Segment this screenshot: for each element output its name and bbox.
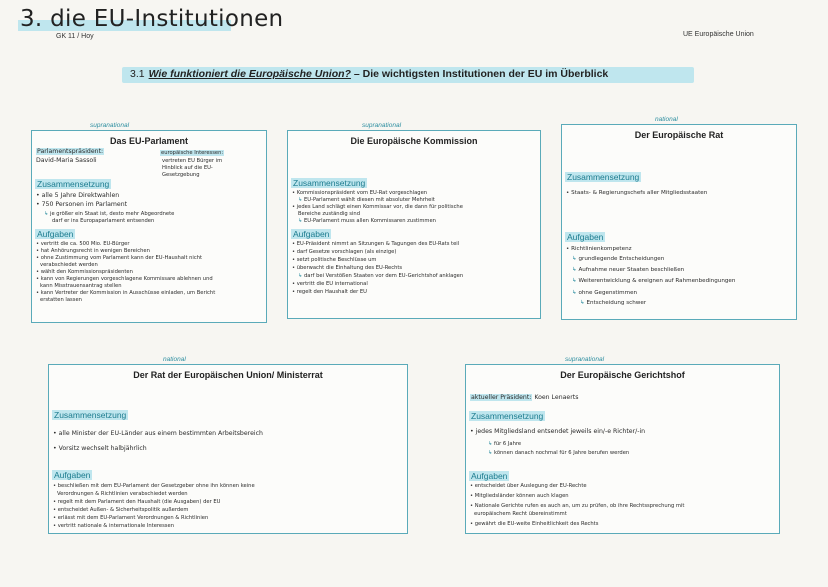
card-parlament bbox=[31, 130, 267, 323]
kommission-auf-3: • überwacht die Einhaltung des EU-Rechts bbox=[292, 265, 403, 271]
parlament-interests-2: Hinblick auf die EU- bbox=[162, 165, 213, 171]
kommission-auf-2: • setzt politische Beschlüsse um bbox=[292, 257, 377, 263]
gericht-auf-0: • entscheidet über Auslegung der EU-Rechte bbox=[470, 483, 587, 489]
heading-question: Wie funktioniert die Europäische Union? bbox=[148, 68, 351, 80]
kommission-auf-1: • darf Gesetze vorschlagen (als einzige) bbox=[292, 249, 397, 255]
ministerrat-auf-5: • vertritt nationale & internationale Interessen bbox=[53, 523, 174, 529]
parlament-interests-3: Gesetzgebung bbox=[162, 172, 200, 178]
rat-auf-2: ↳ Aufnahme neuer Staaten beschließen bbox=[572, 267, 685, 273]
kommission-title: Die Europäische Kommission bbox=[350, 136, 478, 146]
kommission-zus-2: • jedes Land schlägt einen Kommissar vor, die dann für politische bbox=[292, 204, 463, 210]
parlament-zus-2: ↳ je größer ein Staat ist, desto mehr Abgeordnete bbox=[44, 211, 175, 217]
page-subtitle: GK 11 / Hoy bbox=[56, 33, 94, 40]
rat-zus-label: Zusammensetzung bbox=[567, 172, 640, 182]
parlament-auf-label: Aufgaben bbox=[37, 229, 74, 239]
ministerrat-auf-4: • erlässt mit dem EU-Parlament Verordnungen & Richtlinien bbox=[53, 515, 209, 521]
gericht-auf-1: • Mitgliedsländer können auch klagen bbox=[470, 493, 569, 499]
parlament-auf-5: • kann von Regierungen vorgeschlagene Kommissare ablehnen und bbox=[36, 276, 213, 282]
kommission-zus-1: ↳ EU-Parlament wählt diesen mit absoluter Mehrheit bbox=[298, 197, 435, 203]
kommission-auf-0: • EU-Präsident nimmt an Sitzungen & Tagungen des EU-Rats teil bbox=[292, 241, 460, 247]
ministerrat-auf-0: • beschließen mit dem EU-Parlament der Gesetzgeber ohne ihn können keine bbox=[53, 483, 255, 489]
rat-auf-4: ↳ ohne Gegenstimmen bbox=[572, 290, 638, 296]
parlament-auf-7: • kann Vertreter der Kommission in Ausschüsse einladen, um Bericht bbox=[36, 290, 216, 296]
gericht-auf-4: • gewährt die EU-weite Einheitlichkeit des Rechts bbox=[470, 521, 599, 527]
card-ministerrat bbox=[48, 364, 408, 534]
gericht-zus-2: ↳ können danach nochmal für 6 Jahre berufen werden bbox=[488, 450, 630, 456]
rat-auf-5: ↳ Entscheidung schwer bbox=[580, 300, 647, 306]
kommission-zus-label: Zusammensetzung bbox=[293, 178, 366, 188]
rat-title: Der Europäische Rat bbox=[634, 130, 724, 140]
ministerrat-zus-label: Zusammensetzung bbox=[54, 410, 127, 420]
kommission-auf-4: ↳ darf bei Verstößen Staaten vor dem EU-Gerichtshof anklagen bbox=[298, 273, 464, 279]
parlament-title: Das EU-Parlament bbox=[109, 136, 189, 146]
ministerrat-zus-0: • alle Minister der EU-Länder aus einem bestimmten Arbeitsbereich bbox=[53, 430, 263, 437]
gericht-title: Der Europäische Gerichtshof bbox=[560, 370, 685, 380]
ministerrat-auf-label: Aufgaben bbox=[54, 470, 91, 480]
gericht-zus-0: • jedes Mitgliedsland entsendet jeweils ein/-e Richter/-in bbox=[470, 428, 646, 435]
ministerrat-auf-3: • entscheidet Außen- & Sicherheitspolitik außerdem bbox=[53, 507, 189, 513]
parlament-auf-3: verabschiedet werden bbox=[40, 262, 98, 268]
kommission-zus-0: • Kommissionspräsident vom EU-Rat vorgeschlagen bbox=[292, 190, 428, 196]
parlament-interests-label: europäische Interessen: bbox=[161, 150, 224, 156]
kommission-tag: supranational bbox=[362, 122, 402, 129]
ministerrat-tag: national bbox=[163, 356, 186, 363]
kommission-auf-label: Aufgaben bbox=[293, 229, 330, 239]
gericht-zus-label: Zusammensetzung bbox=[471, 411, 544, 421]
ministerrat-title: Der Rat der Europäischen Union/ Ministerrat bbox=[133, 370, 323, 380]
parlament-auf-2: • ohne Zustimmung vom Parlament kann der EU-Haushalt nicht bbox=[36, 255, 203, 261]
parlament-president-name: David-Maria Sassoli bbox=[36, 157, 97, 164]
parlament-interests-1: vertreten EU Bürger im bbox=[162, 158, 223, 164]
parlament-auf-8: erstatten lassen bbox=[40, 297, 82, 303]
kommission-auf-6: • regelt den Haushalt der EU bbox=[292, 289, 367, 295]
parlament-auf-6: kann Misstrauensantrag stellen bbox=[40, 283, 122, 289]
ministerrat-zus-1: • Vorsitz wechselt halbjährlich bbox=[53, 445, 147, 452]
gericht-tag: supranational bbox=[565, 356, 605, 363]
parlament-auf-0: • vertritt die ca. 500 Mio. EU-Bürger bbox=[36, 241, 130, 247]
gericht-president: aktueller Präsident: Koen Lenaerts bbox=[471, 394, 579, 401]
card-kommission bbox=[287, 130, 541, 319]
parlament-zus-label: Zusammensetzung bbox=[37, 179, 110, 189]
heading-rest: – Die wichtigsten Institutionen der EU im Überblick bbox=[350, 68, 609, 80]
kommission-auf-5: • vertritt die EU international bbox=[292, 281, 368, 287]
page-title: 3. die EU-Institutionen bbox=[20, 6, 284, 32]
parlament-zus-0: • alle 5 Jahre Direktwahlen bbox=[36, 192, 120, 199]
kommission-zus-3: Bereiche zuständig sind bbox=[298, 211, 360, 217]
ministerrat-auf-2: • regelt mit dem Parlament den Haushalt (die Ausgaben) der EU bbox=[53, 499, 221, 505]
parlament-president-label: Parlamentspräsident: bbox=[37, 148, 104, 155]
heading-number: 3.1 bbox=[130, 68, 145, 80]
gericht-auf-label: Aufgaben bbox=[471, 471, 508, 481]
parlament-auf-4: • wählt den Kommissionspräsidenten bbox=[36, 269, 133, 275]
parlament-zus-3: darf er ins Europaparlament entsenden bbox=[52, 218, 155, 224]
card-rat bbox=[561, 124, 797, 320]
rat-zus-0: • Staats- & Regierungschefs aller Mitgliedsstaaten bbox=[566, 190, 708, 196]
rat-tag: national bbox=[655, 116, 678, 123]
kommission-zus-4: ↳ EU-Parlament muss allen Kommissaren zustimmen bbox=[298, 218, 436, 224]
rat-auf-0: • Richtlinienkompetenz bbox=[566, 246, 632, 252]
gericht-auf-3: europäischem Recht übereinstimmt bbox=[474, 511, 567, 517]
parlament-zus-1: • 750 Personen im Parlament bbox=[36, 201, 128, 208]
rat-auf-3: ↳ Weiterentwicklung & ereignen auf Rahmenbedingungen bbox=[572, 278, 736, 284]
heading-text bbox=[130, 68, 608, 80]
course-name: UE Europäische Union bbox=[683, 31, 754, 38]
rat-auf-1: ↳ grundlegende Entscheidungen bbox=[572, 256, 665, 262]
ministerrat-auf-1: Verordnungen & Richtlinien verabschiedet werden bbox=[57, 491, 188, 497]
section-heading bbox=[122, 64, 694, 84]
parlament-auf-1: • hat Anhörungsrecht in wenigen Bereichen bbox=[36, 248, 150, 254]
gericht-auf-2: • Nationale Gerichte rufen es auch an, um zu prüfen, ob ihre Rechtssprechung mit bbox=[470, 503, 685, 509]
gericht-zus-1: ↳ für 6 Jahre bbox=[488, 441, 522, 447]
card-gericht bbox=[465, 364, 780, 534]
rat-auf-label: Aufgaben bbox=[567, 232, 604, 242]
parlament-tag: supranational bbox=[90, 122, 130, 129]
